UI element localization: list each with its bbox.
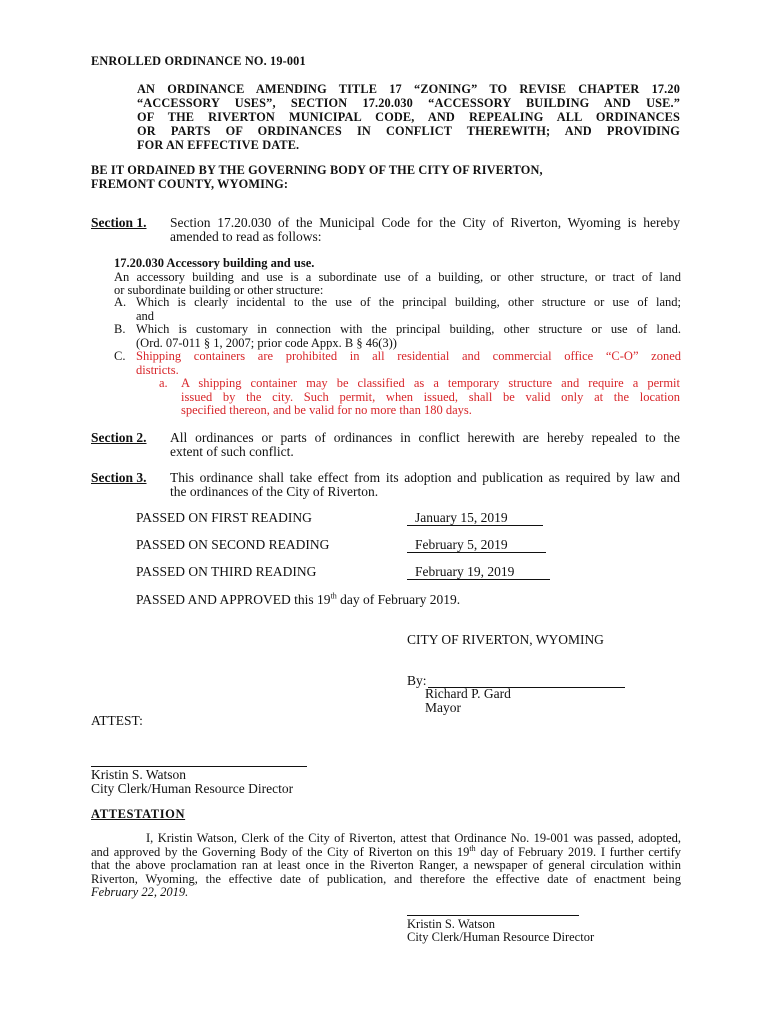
item-b-marker: B. bbox=[114, 322, 126, 336]
ordained-clause bbox=[91, 163, 543, 191]
item-c bbox=[136, 350, 681, 377]
ordained-line: FREMONT COUNTY, WYOMING: bbox=[91, 177, 289, 191]
title-line: OF THE RIVERTON MUNICIPAL CODE, AND REPEALING ALL ORDINANCES bbox=[137, 110, 680, 124]
attestation-sup: th bbox=[469, 843, 476, 853]
section3-label: Section 3. bbox=[91, 470, 147, 485]
item-b-line: (Ord. 07-011 § 1, 2007; prior code Appx. B § 46(3)) bbox=[136, 335, 397, 350]
final-signer-name: Kristin S. Watson bbox=[407, 917, 496, 931]
attestation-date-suffix: day of February 2019. I further certify bbox=[475, 844, 682, 859]
section2-text bbox=[170, 431, 680, 459]
code-section bbox=[114, 257, 681, 298]
approved-suffix: day of February 2019. bbox=[336, 592, 461, 607]
third-reading-label: PASSED ON THIRD READING bbox=[136, 564, 317, 579]
second-reading-label: PASSED ON SECOND READING bbox=[136, 537, 330, 552]
attestation-body bbox=[91, 832, 681, 900]
ordained-line: BE IT ORDAINED BY THE GOVERNING BODY OF THE CITY OF RIVERTON, bbox=[91, 163, 543, 177]
attestation-effective-date: February 22, 2019. bbox=[91, 885, 189, 899]
item-a-marker: A. bbox=[114, 295, 127, 309]
sub-item-a-marker: a. bbox=[159, 376, 168, 390]
clerk-name: Kristin S. Watson bbox=[91, 767, 187, 782]
section3-text bbox=[170, 471, 680, 499]
section2-line: All ordinances or parts of ordinances in conflict herewith are hereby repealed to the bbox=[170, 430, 680, 445]
mayor-name: Richard P. Gard bbox=[425, 686, 511, 701]
code-section-heading: 17.20.030 Accessory building and use. bbox=[114, 256, 315, 270]
item-b bbox=[136, 323, 681, 350]
clerk-title: City Clerk/Human Resource Director bbox=[91, 781, 294, 796]
section3-line: This ordinance shall take effect from its adoption and publication as required by law and bbox=[170, 470, 680, 485]
title-line: FOR AN EFFECTIVE DATE. bbox=[137, 138, 300, 152]
first-reading-date: January 15, 2019 bbox=[407, 510, 543, 526]
attestation-date-prefix: and approved by the Governing Body of the City of Riverton on this 19 bbox=[91, 844, 470, 859]
mayor-by-label: By: bbox=[407, 673, 427, 688]
item-c-line: districts. bbox=[136, 362, 179, 377]
final-signature-line bbox=[407, 915, 579, 916]
item-a-line: and bbox=[136, 308, 155, 323]
section1-label: Section 1. bbox=[91, 215, 147, 230]
ordinance-title bbox=[137, 82, 680, 152]
mayor-title: Mayor bbox=[425, 700, 461, 715]
title-line: OR PARTS OF ORDINANCES IN CONFLICT THEREWITH; AND PROVIDING bbox=[137, 124, 680, 138]
ordinance-number: ENROLLED ORDINANCE NO. 19-001 bbox=[91, 54, 306, 68]
item-c-marker: C. bbox=[114, 349, 126, 363]
attestation-line: I, Kristin Watson, Clerk of the City of Riverton, attest that Ordinance No. 19-001 was passed, adopted, bbox=[146, 831, 681, 845]
city-name: CITY OF RIVERTON, WYOMING bbox=[407, 632, 604, 647]
attestation-line: Riverton, Wyoming, the effective date of publication, and therefore the effective date of enactment being bbox=[91, 871, 681, 886]
item-a-line: Which is clearly incidental to the use of the principal building, other structure or use of land; bbox=[136, 295, 681, 309]
attestation-heading: ATTESTATION bbox=[91, 807, 186, 821]
code-intro-line: or subordinate building or other structure: bbox=[114, 283, 324, 297]
passed-approved bbox=[136, 592, 460, 608]
section1-text bbox=[170, 216, 680, 244]
sub-item-a-line: issued by the city. Such permit, when issued, shall be valid only at the location bbox=[181, 389, 680, 404]
item-c-line: Shipping containers are prohibited in all residential and commercial office “C-O” zoned bbox=[136, 349, 681, 363]
section3-line: the ordinances of the City of Riverton. bbox=[170, 484, 379, 499]
item-a bbox=[136, 296, 681, 323]
attestation-line: that the above proclamation ran at least once in the Riverton Ranger, a newspaper of general circulation within bbox=[91, 858, 681, 872]
approved-sup: th bbox=[330, 591, 337, 601]
sub-item-a bbox=[181, 377, 680, 418]
title-line: AN ORDINANCE AMENDING TITLE 17 “ZONING” TO REVISE CHAPTER 17.20 bbox=[137, 82, 680, 96]
sub-item-a-line: specified thereon, and be valid for no more than 180 days. bbox=[181, 403, 472, 417]
section2-label: Section 2. bbox=[91, 430, 147, 445]
final-signer-title: City Clerk/Human Resource Director bbox=[407, 930, 595, 944]
code-intro-line: An accessory building and use is a subordinate use of a building, or other structure, or tract of land bbox=[114, 269, 681, 284]
approved-prefix: PASSED AND APPROVED this 19 bbox=[136, 592, 331, 607]
attestation-line bbox=[91, 843, 682, 860]
section2-line: extent of such conflict. bbox=[170, 444, 294, 459]
third-reading-date: February 19, 2019 bbox=[407, 564, 550, 580]
attest-label: ATTEST: bbox=[91, 713, 143, 728]
item-b-line: Which is customary in connection with the principal building, other structure or use of land. bbox=[136, 322, 681, 336]
first-reading-label: PASSED ON FIRST READING bbox=[136, 510, 312, 525]
section1-line: Section 17.20.030 of the Municipal Code for the City of Riverton, Wyoming is hereby bbox=[170, 215, 680, 230]
second-reading-date: February 5, 2019 bbox=[407, 537, 546, 553]
title-line: “ACCESSORY USES”, SECTION 17.20.030 “ACCESSORY BUILDING AND USE.” bbox=[137, 96, 680, 110]
sub-item-a-line: A shipping container may be classified as a temporary structure and require a permit bbox=[181, 376, 680, 390]
section1-line: amended to read as follows: bbox=[170, 229, 322, 244]
